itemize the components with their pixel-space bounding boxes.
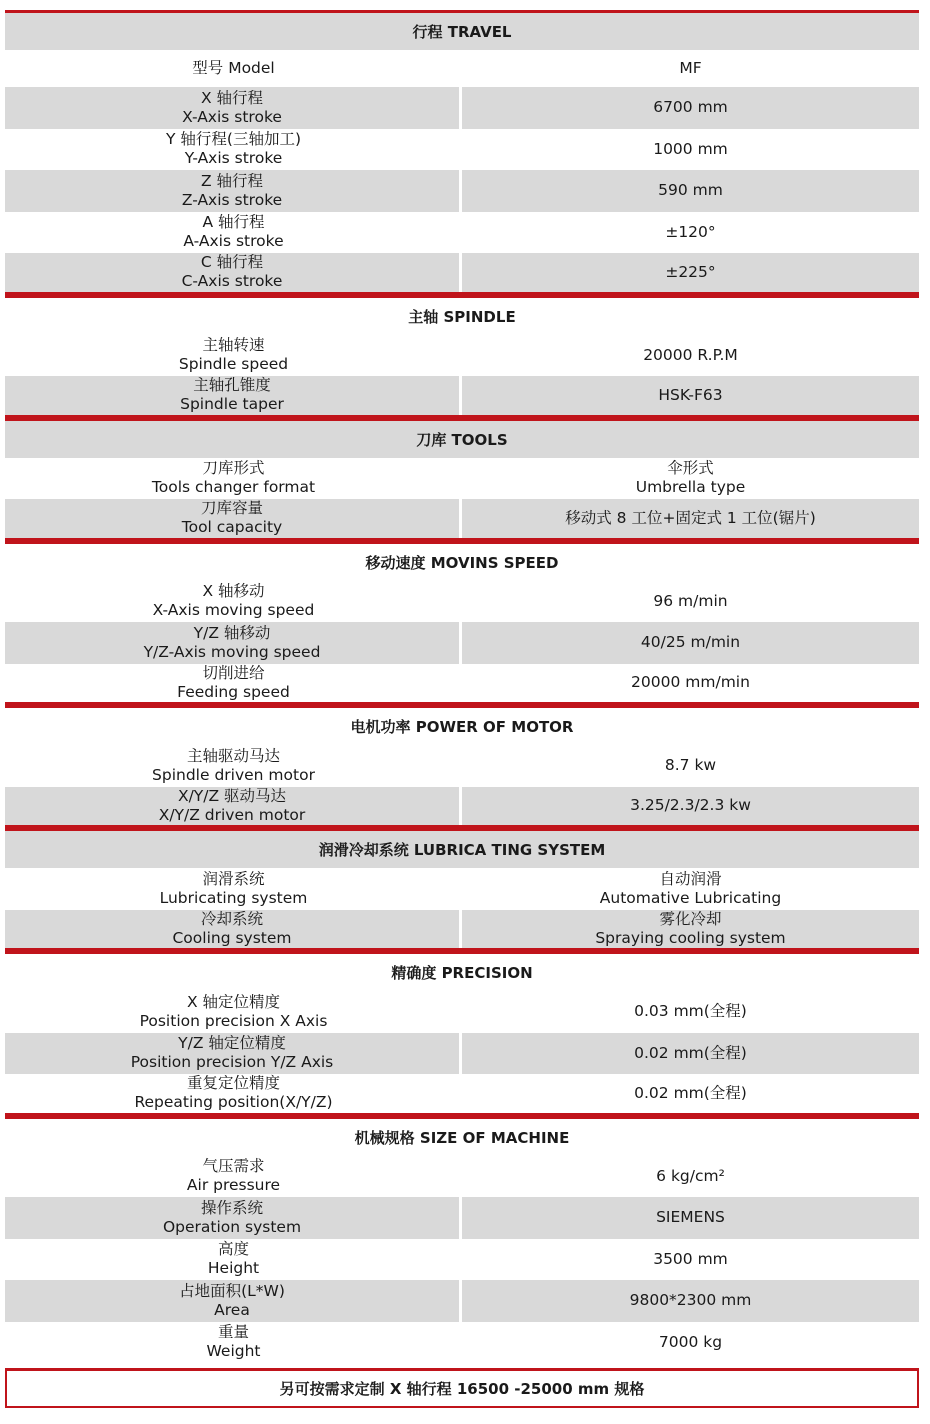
spec-label — [5, 1074, 462, 1113]
spec-value — [462, 1156, 919, 1198]
spec-row — [5, 622, 919, 664]
spec-label-zh: 操作系统 — [200, 1198, 263, 1217]
spec-label — [5, 664, 462, 703]
spec-value-text: 移动式 8 工位+固定式 1 工位(锯片) — [565, 508, 816, 527]
spec-label — [5, 1033, 462, 1075]
spec-label — [5, 1322, 462, 1364]
spec-row — [5, 1197, 919, 1239]
spec-label-en: Tool capacity — [181, 518, 283, 537]
spec-row — [5, 1239, 919, 1281]
spec-label-zh: 重量 — [217, 1323, 249, 1342]
spec-label-zh: 气压需求 — [202, 1157, 265, 1176]
spec-label-zh: X 轴定位精度 — [186, 992, 281, 1011]
spec-value-text: 3500 mm — [653, 1249, 728, 1268]
spec-label-zh: A 轴行程 — [202, 213, 265, 232]
spec-row — [5, 253, 919, 295]
spec-value — [462, 868, 919, 910]
spec-label — [5, 212, 462, 254]
spec-label-zh: Z 轴行程 — [200, 171, 264, 190]
spec-label — [5, 1239, 462, 1281]
spec-label-zh: X 轴行程 — [200, 88, 264, 107]
spec-label-en: A-Axis stroke — [183, 232, 284, 251]
section-header: 润滑冷却系统 LUBRICA TING SYSTEM — [5, 828, 919, 868]
spec-label — [5, 129, 462, 171]
spec-value — [462, 253, 919, 292]
spec-value-text-en: Automative Lubricating — [599, 888, 782, 907]
spec-value-text: 20000 mm/min — [631, 673, 750, 692]
spec-label — [5, 622, 462, 664]
spec-value-text: 1000 mm — [653, 139, 728, 158]
spec-label-zh: 重复定位精度 — [186, 1074, 280, 1093]
spec-label-en: Y-Axis stroke — [184, 149, 283, 168]
spec-label-zh: 刀库形式 — [202, 459, 265, 478]
spec-value-text: HSK-F63 — [658, 385, 723, 404]
spec-value-text: 40/25 m/min — [640, 633, 741, 652]
customization-note: 另可按需求定制 X 轴行程 16500 -25000 mm 规格 — [5, 1368, 919, 1408]
spec-label — [5, 50, 462, 87]
spec-row — [5, 787, 919, 829]
spec-value-text: SIEMENS — [656, 1208, 725, 1227]
spec-label-en: Weight — [206, 1342, 261, 1361]
section-header: 精确度 PRECISION — [5, 951, 919, 991]
spec-label-zh: Y/Z 轴定位精度 — [178, 1034, 286, 1053]
spec-value — [462, 212, 919, 254]
spec-label-en: Position precision Y/Z Axis — [130, 1053, 334, 1072]
spec-label-en: Cooling system — [172, 928, 292, 947]
spec-value — [462, 622, 919, 664]
spec-value — [462, 1322, 919, 1364]
spec-value-text: ±120° — [665, 222, 716, 241]
spec-value-text: 0.03 mm(全程) — [634, 1002, 747, 1021]
spec-label — [5, 787, 462, 826]
spec-label — [5, 87, 462, 129]
spec-label-zh: X/Y/Z 驱动马达 — [177, 786, 287, 805]
spec-label-zh: C 轴行程 — [200, 253, 264, 272]
spec-label-en: Position precision X Axis — [139, 1011, 328, 1030]
spec-row — [5, 868, 919, 910]
spec-row — [5, 1074, 919, 1116]
spec-label-zh: 主轴孔锥度 — [193, 376, 271, 395]
spec-label — [5, 499, 462, 538]
spec-value — [462, 910, 919, 949]
spec-value — [462, 1074, 919, 1113]
spec-label-en: X-Axis stroke — [182, 107, 282, 126]
spec-row — [5, 745, 919, 787]
spec-value-text: MF — [679, 59, 702, 77]
spec-label-zh: 刀库容量 — [200, 499, 263, 518]
spec-value — [462, 787, 919, 826]
spec-value-text: 9800*2300 mm — [629, 1291, 752, 1310]
spec-value — [462, 745, 919, 787]
spec-row — [5, 581, 919, 623]
spec-value-text: ±225° — [665, 262, 716, 281]
spec-label — [5, 991, 462, 1033]
spec-value — [462, 376, 919, 415]
spec-row — [5, 335, 919, 377]
spec-label-en: Air pressure — [186, 1176, 281, 1195]
spec-label — [5, 458, 462, 500]
spec-label-en: X-Axis moving speed — [152, 601, 315, 620]
spec-row — [5, 50, 919, 87]
spec-value — [462, 581, 919, 623]
section-header: 刀库 TOOLS — [5, 418, 919, 458]
spec-label-en: Spindle taper — [180, 395, 284, 414]
spec-value — [462, 50, 919, 87]
spec-value-text: 96 m/min — [653, 591, 728, 610]
section-header: 电机功率 POWER OF MOTOR — [5, 705, 919, 745]
spec-value-text: 自动润滑 — [659, 869, 722, 888]
spec-value — [462, 664, 919, 703]
spec-value-text: 6700 mm — [653, 98, 728, 117]
spec-label-en: Operation system — [162, 1217, 302, 1236]
spec-value — [462, 1239, 919, 1281]
spec-value — [462, 991, 919, 1033]
spec-row — [5, 458, 919, 500]
spec-value — [462, 1197, 919, 1239]
spec-label-en: Height — [207, 1259, 260, 1278]
spec-label-en: Area — [214, 1300, 250, 1319]
spec-row — [5, 991, 919, 1033]
spec-value-text: 20000 R.P.M — [643, 345, 738, 364]
spec-value — [462, 129, 919, 171]
spec-label-zh: 占地面积(L*W) — [179, 1281, 285, 1300]
spec-label-zh: Y 轴行程(三轴加工) — [166, 130, 301, 149]
spec-label-en: Feeding speed — [177, 682, 290, 701]
spec-value — [462, 1280, 919, 1322]
spec-label-zh: 主轴驱动马达 — [186, 746, 280, 765]
spec-label-en: Lubricating system — [159, 888, 308, 907]
spec-row — [5, 1322, 919, 1364]
spec-value — [462, 499, 919, 538]
spec-row — [5, 1156, 919, 1198]
spec-label-zh: 冷却系统 — [200, 909, 263, 928]
spec-label — [5, 1197, 462, 1239]
spec-label-zh: 型号 Model — [192, 59, 275, 77]
section-header: 机械规格 SIZE OF MACHINE — [5, 1116, 919, 1156]
spec-label-zh: 主轴转速 — [202, 336, 265, 355]
spec-label — [5, 376, 462, 415]
spec-row — [5, 1033, 919, 1075]
section-header: 主轴 SPINDLE — [5, 295, 919, 335]
spec-label-en: Spindle driven motor — [152, 765, 315, 784]
spec-row — [5, 499, 919, 541]
spec-row — [5, 170, 919, 212]
spec-value-text: 8.7 kw — [664, 756, 717, 775]
spec-label-en: X/Y/Z driven motor — [158, 805, 306, 824]
spec-label-en: Repeating position(X/Y/Z) — [134, 1093, 333, 1112]
section-header: 行程 TRAVEL — [5, 10, 919, 50]
spec-value-text: 0.02 mm(全程) — [634, 1083, 747, 1102]
spec-value-text: 3.25/2.3/2.3 kw — [630, 796, 751, 815]
spec-label — [5, 581, 462, 623]
spec-label — [5, 868, 462, 910]
spec-row — [5, 212, 919, 254]
spec-value — [462, 335, 919, 377]
spec-label — [5, 1156, 462, 1198]
spec-value-text: 伞形式 — [667, 459, 714, 478]
spec-label-zh: 切削进给 — [202, 663, 265, 682]
spec-row — [5, 129, 919, 171]
spec-row — [5, 376, 919, 418]
spec-value-text-en: Umbrella type — [635, 478, 746, 497]
spec-label-zh: Y/Z 轴移动 — [193, 623, 271, 642]
spec-label-en: Z-Axis stroke — [181, 190, 283, 209]
spec-label — [5, 253, 462, 292]
spec-value-text: 6 kg/cm² — [656, 1166, 725, 1185]
spec-value-text: 雾化冷却 — [659, 909, 722, 928]
spec-value-text: 590 mm — [658, 181, 723, 200]
spec-label — [5, 170, 462, 212]
spec-value — [462, 87, 919, 129]
spec-value — [462, 458, 919, 500]
spec-label-zh: 润滑系统 — [202, 869, 265, 888]
spec-label-en: Spindle speed — [178, 355, 289, 374]
spec-label-en: C-Axis stroke — [181, 272, 283, 291]
spec-row — [5, 910, 919, 952]
spec-row — [5, 1280, 919, 1322]
spec-value-text-en: Spraying cooling system — [595, 928, 786, 947]
spec-value-text: 7000 kg — [658, 1332, 723, 1351]
spec-row — [5, 664, 919, 706]
spec-label-en: Tools changer format — [151, 478, 316, 497]
spec-label — [5, 910, 462, 949]
spec-label-zh: X 轴移动 — [202, 582, 265, 601]
spec-label-en: Y/Z-Axis moving speed — [143, 642, 321, 661]
spec-value-text: 0.02 mm(全程) — [634, 1043, 747, 1062]
spec-label — [5, 335, 462, 377]
spec-value — [462, 1033, 919, 1075]
spec-table — [5, 10, 919, 1363]
spec-label-zh: 高度 — [217, 1240, 249, 1259]
spec-label — [5, 745, 462, 787]
section-header: 移动速度 MOVINS SPEED — [5, 541, 919, 581]
spec-label — [5, 1280, 462, 1322]
spec-value — [462, 170, 919, 212]
spec-row — [5, 87, 919, 129]
